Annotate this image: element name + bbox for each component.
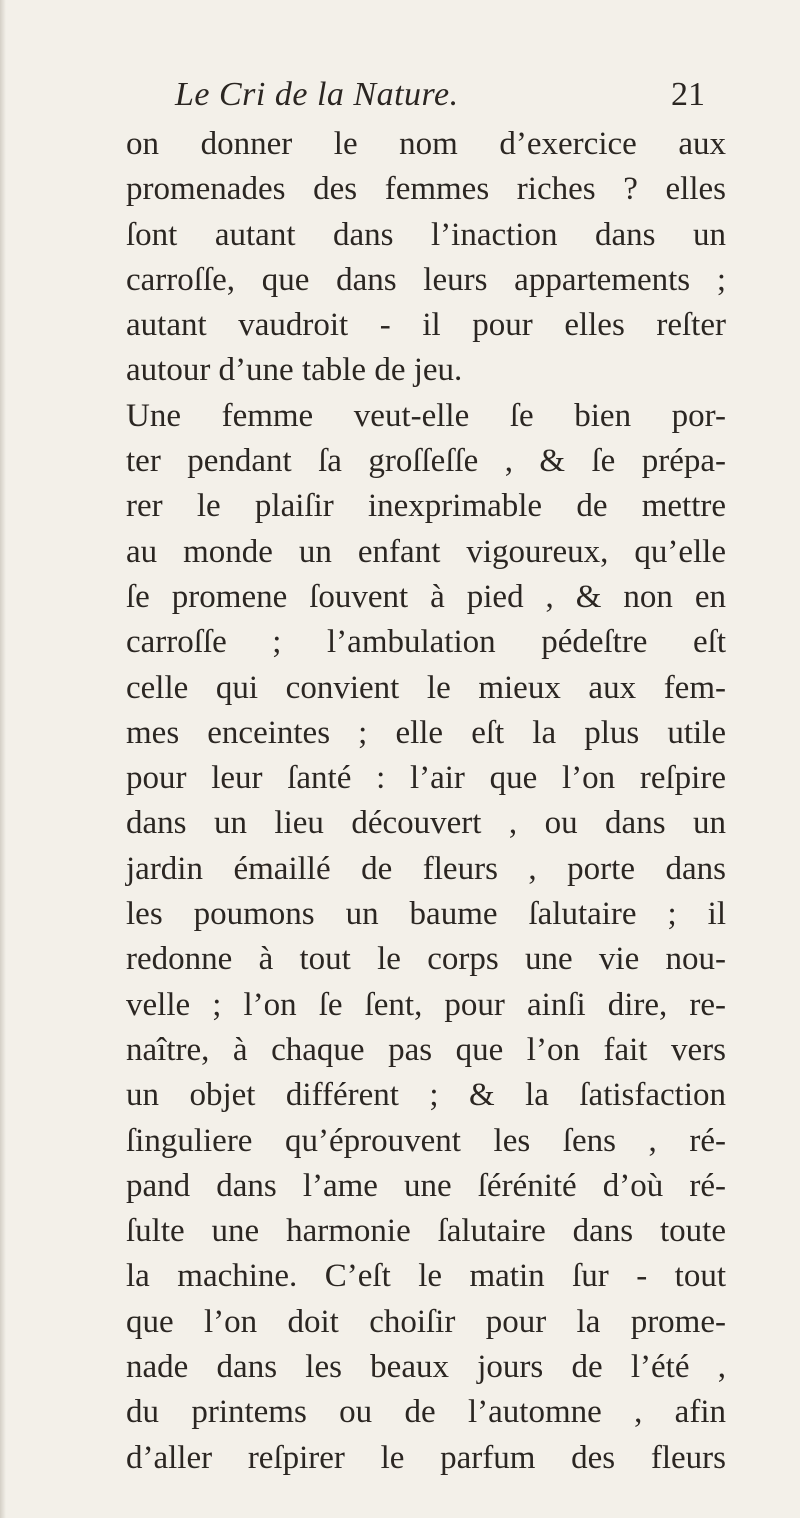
text-line: celle qui convient le mieux aux fem-: [126, 669, 726, 706]
text-line: on donner le nom d’exercice aux: [126, 126, 726, 162]
text-line: la machine. C’eſt le matin ſur - tout: [126, 1258, 726, 1295]
text-line: ſont autant dans l’inaction dans un: [126, 216, 726, 253]
text-line: carroſſe ; l’ambulation pédeſtre eſt: [126, 624, 726, 661]
text-line: pand dans l’ame une ſérénité d’où ré-: [126, 1167, 726, 1204]
text-line: promenades des femmes riches ? elles: [126, 171, 726, 208]
text-line: carroſſe, que dans leurs appartements ;: [126, 261, 726, 298]
text-line: autant vaudroit - il pour elles reſter: [126, 307, 726, 344]
text-line: velle ; l’on ſe ſent, pour ainſi dire, re-: [126, 986, 726, 1023]
text-line: Une femme veut-elle ſe bien por-: [126, 397, 726, 434]
body-text: [126, 122, 726, 1481]
text-line: ſulte une harmonie ſalutaire dans toute: [126, 1213, 726, 1250]
page-edge-shadow: [0, 0, 6, 1518]
text-line: un objet différent ; & la ſatisfaction: [126, 1077, 726, 1114]
text-line: autour d’une table de jeu.: [126, 352, 463, 389]
text-line: les poumons un baume ſalutaire ; il: [126, 896, 726, 933]
text-line: ter pendant ſa groſſeſſe , & ſe prépa-: [126, 443, 726, 480]
text-line: nade dans les beaux jours de l’été ,: [126, 1349, 726, 1386]
text-line: d’aller reſpirer le parfum des fleurs: [126, 1439, 726, 1476]
running-head: [120, 72, 720, 118]
text-line: ſinguliere qu’éprouvent les ſens , ré-: [126, 1122, 726, 1159]
text-line: du printems ou de l’automne , afin: [126, 1394, 726, 1431]
page-number: 21: [671, 76, 705, 113]
text-line: jardin émaillé de fleurs , porte dans: [126, 850, 726, 887]
text-line: ſe promene ſouvent à pied , & non en: [126, 578, 726, 615]
text-line: naître, à chaque pas que l’on fait vers: [126, 1031, 726, 1068]
text-line: au monde un enfant vigoureux, qu’elle: [126, 533, 726, 570]
text-line: dans un lieu découvert , ou dans un: [126, 805, 726, 842]
text-line: redonne à tout le corps une vie nou-: [126, 941, 726, 978]
text-line: que l’on doit choiſir pour la prome-: [126, 1303, 726, 1340]
running-title: Le Cri de la Nature.: [175, 76, 459, 113]
text-line: pour leur ſanté : l’air que l’on reſpire: [126, 760, 726, 797]
text-line: mes enceintes ; elle eſt la plus utile: [126, 714, 726, 751]
text-line: rer le plaiſir inexprimable de mettre: [126, 488, 726, 525]
